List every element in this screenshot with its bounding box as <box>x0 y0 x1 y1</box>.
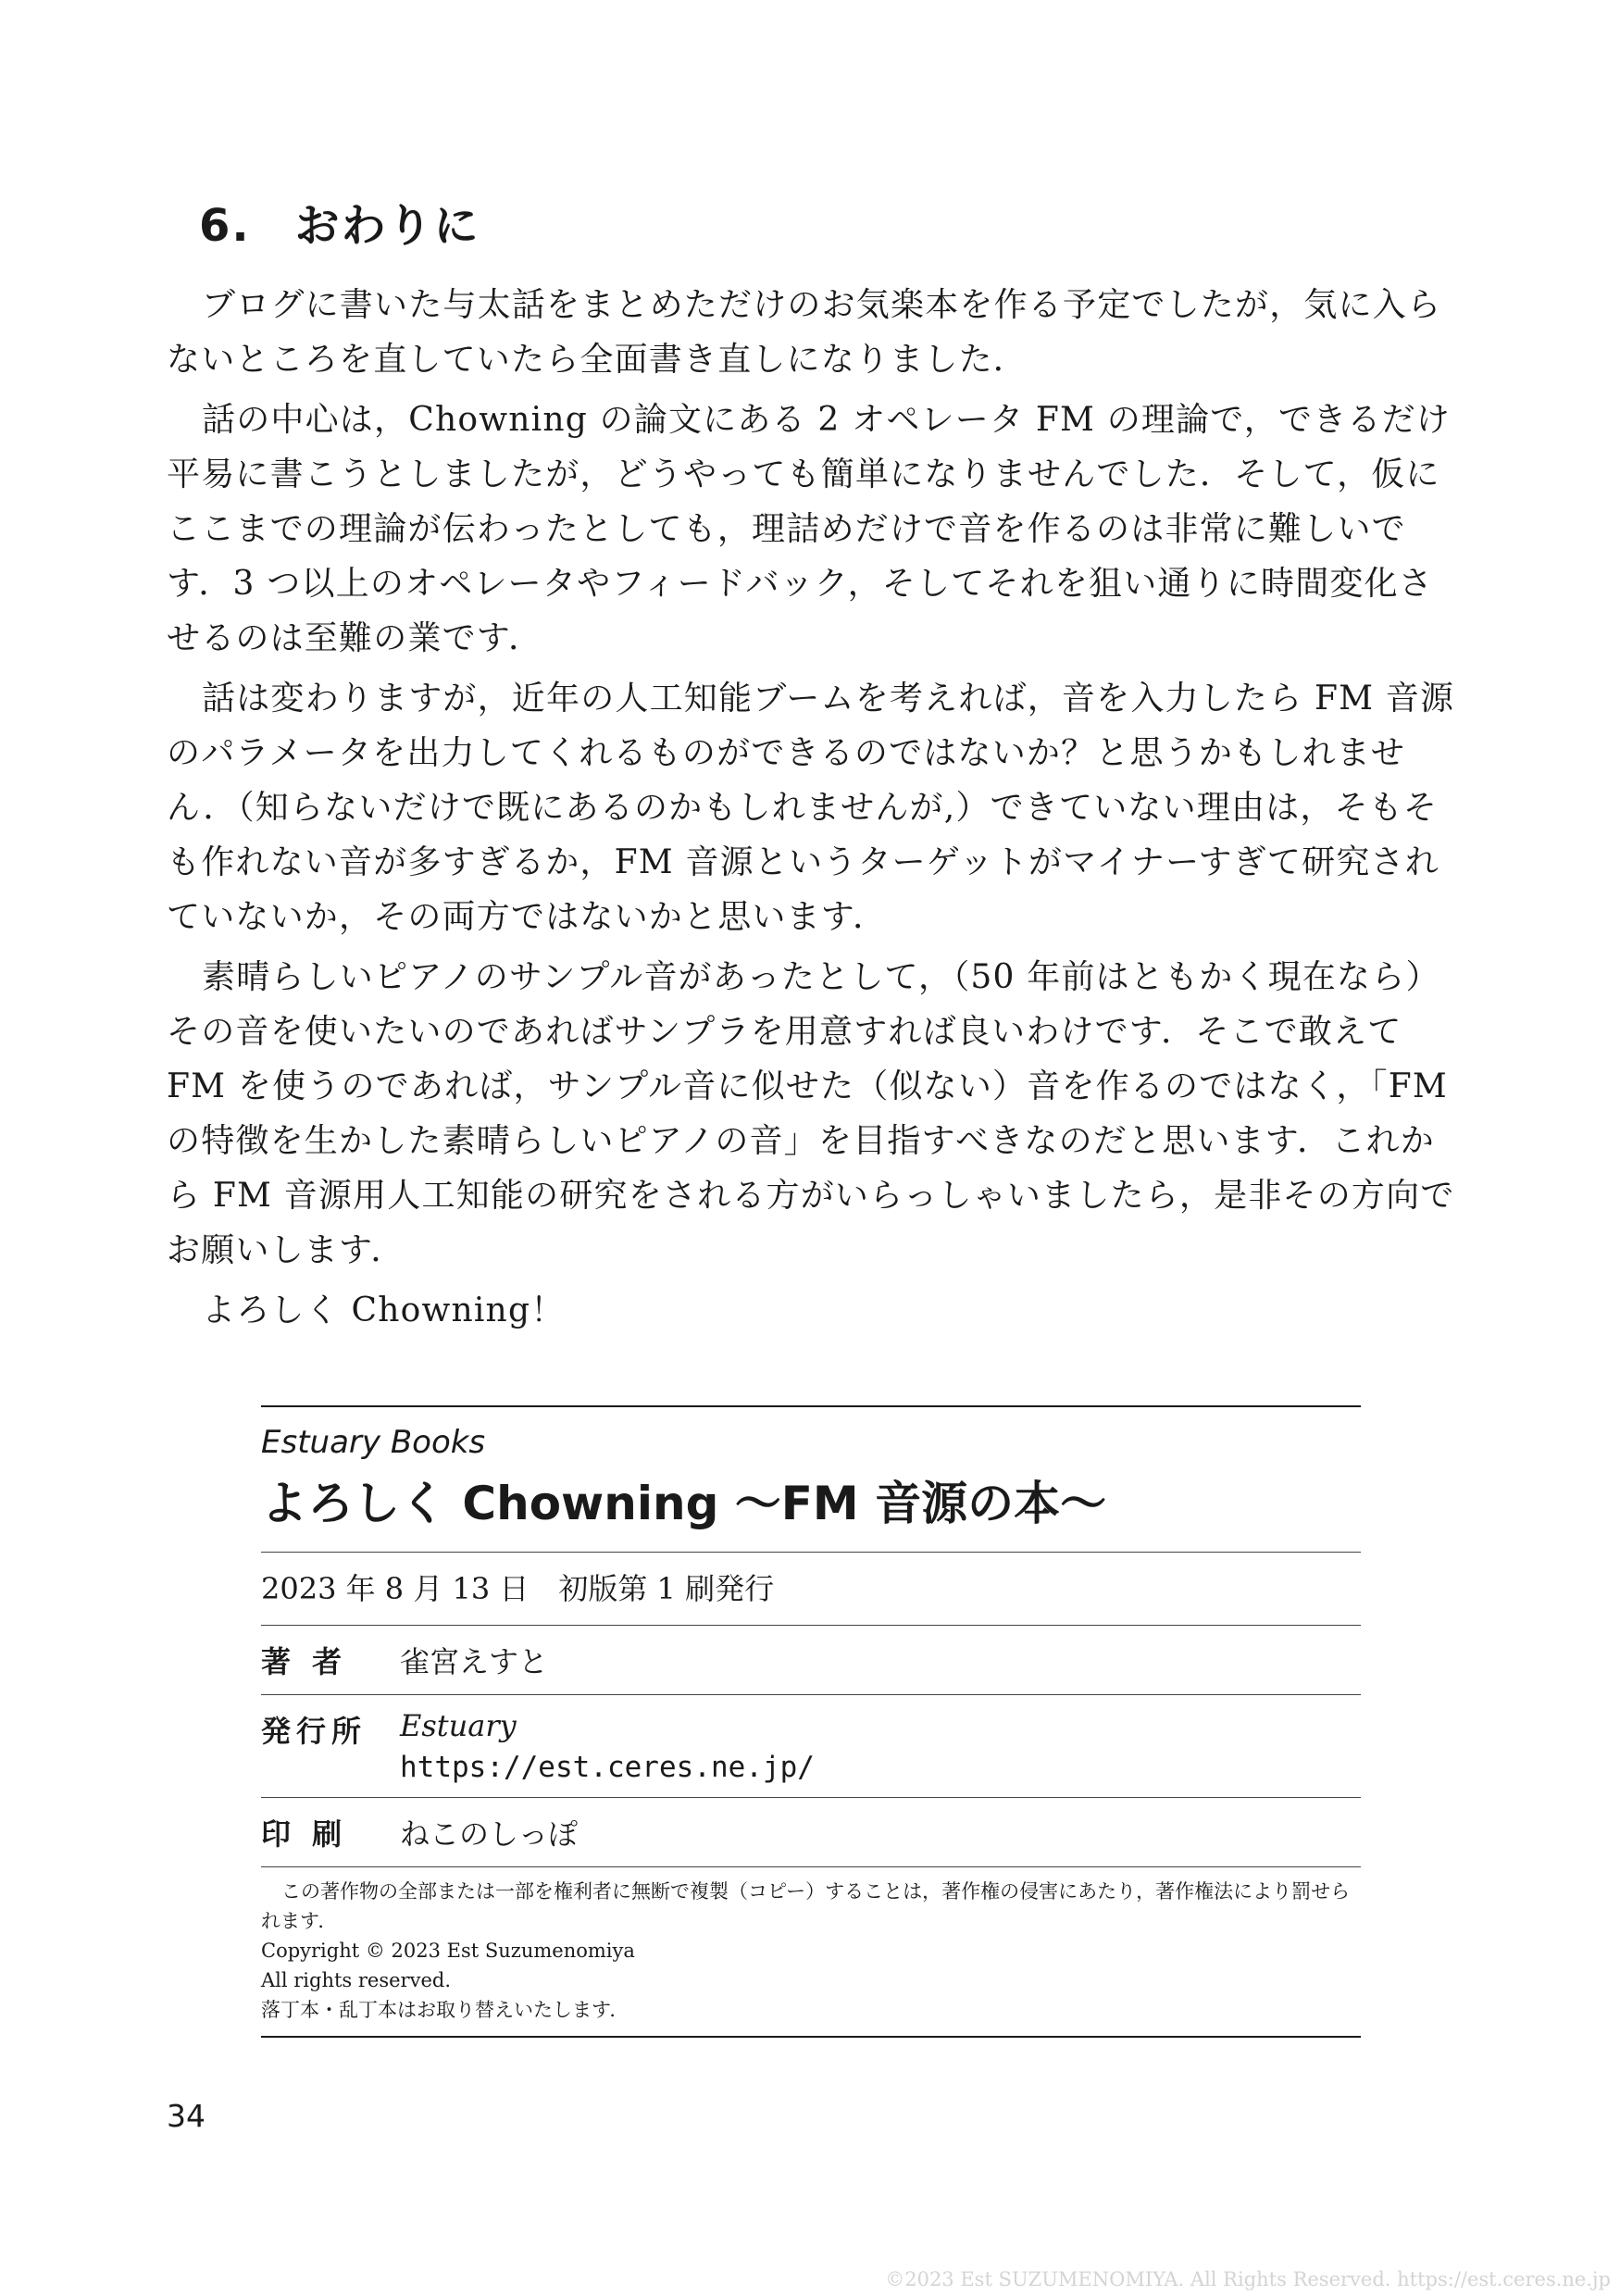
paragraph: 素晴らしいピアノのサンプル音があったとして，（50 年前はともかく現在なら）その音を使いたいのであればサンプラを用意すれば良いわけです．そこで敢えて FM を使うのであれば，サンプル音に似せた（似ない）音を作るのではなく，「FM の特徴を生かした素晴らしいピアノの音」を目指すべきなのだと思います．これから FM 音源用人工知能の研究をされる方がいらっしゃいましたら，是非その方向でお願いします． <box>167 958 1455 1269</box>
publisher-label: 発行所 <box>261 1714 368 1749</box>
edition-info: 2023 年 8 月 13 日 初版第 1 刷発行 <box>261 1571 775 1606</box>
paragraph: 話は変わりますが，近年の人工知能ブームを考えれば，音を入力したら FM 音源のパラメータを出力してくれるものができるのではないか？と思うかもしれません．（知らないだけで既にあるのかもしれませんが,）できていない理由は，そもそも作れない音が多すぎるか，FM 音源というターゲットがマイナーすぎて研究されていないか，その両方ではないかと思います． <box>167 680 1455 936</box>
paragraph: よろしく Chowning！ <box>202 1292 566 1329</box>
page-number: 34 <box>167 2098 206 2134</box>
rights-line: All rights reserved. <box>261 1969 452 1991</box>
replacement-line: 落丁本・乱丁本はお取り替えいたします． <box>261 1999 629 2021</box>
section-number: 6. <box>199 200 251 252</box>
printer-row <box>261 1798 1361 1866</box>
printer-label: 印 刷 <box>261 1816 348 1852</box>
section-title: おわりに <box>294 200 480 252</box>
copyright-line: Copyright © 2023 Est Suzumenomiya <box>261 1940 635 1962</box>
colophon <box>261 1405 1361 2038</box>
section-heading <box>199 190 480 254</box>
publisher-info <box>400 1708 1361 1784</box>
watermark-text: ©2023 Est SUZUMENOMIYA. All Rights Reserved. https://est.ceres.ne.jp <box>885 2268 1611 2290</box>
author-name: 雀宮えすと <box>400 1644 549 1679</box>
publisher-name: Estuary <box>400 1708 517 1743</box>
legal-notes <box>261 1867 1361 2036</box>
copyright-notice: この著作物の全部または一部を権利者に無断で複製（コピー）することは，著作権の侵害にあたり，著作権法により罰せられます． <box>261 1880 1351 1932</box>
publisher-row <box>261 1695 1361 1797</box>
book-title: よろしく Chowning ～FM 音源の本～ <box>261 1477 1107 1530</box>
publisher-url[interactable]: https://est.ceres.ne.jp/ <box>400 1751 815 1784</box>
author-label: 著 者 <box>261 1644 348 1679</box>
paragraph: ブログに書いた与太話をまとめただけのお気楽本を作る予定でしたが，気に入らないところを直していたら全面書き直しになりました． <box>167 286 1442 379</box>
body-text <box>167 278 1463 1343</box>
paragraph: 話の中心は，Chowning の論文にある 2 オペレータ FM の理論で，できるだけ平易に書こうとしましたが，どうやっても簡単になりませんでした．そして，仮にここまでの理論が伝わったとしても，理詰めだけで音を作るのは非常に難しいです．3 つ以上のオペレータやフィードバック，そしてそれを狙い通りに時間変化させるのは至難の業です． <box>167 401 1451 657</box>
author-row <box>261 1626 1361 1694</box>
publisher-series: Estuary Books <box>261 1424 486 1461</box>
colophon-bottom-rule <box>261 2036 1361 2038</box>
printer-name: ねこのしっぽ <box>400 1816 579 1852</box>
